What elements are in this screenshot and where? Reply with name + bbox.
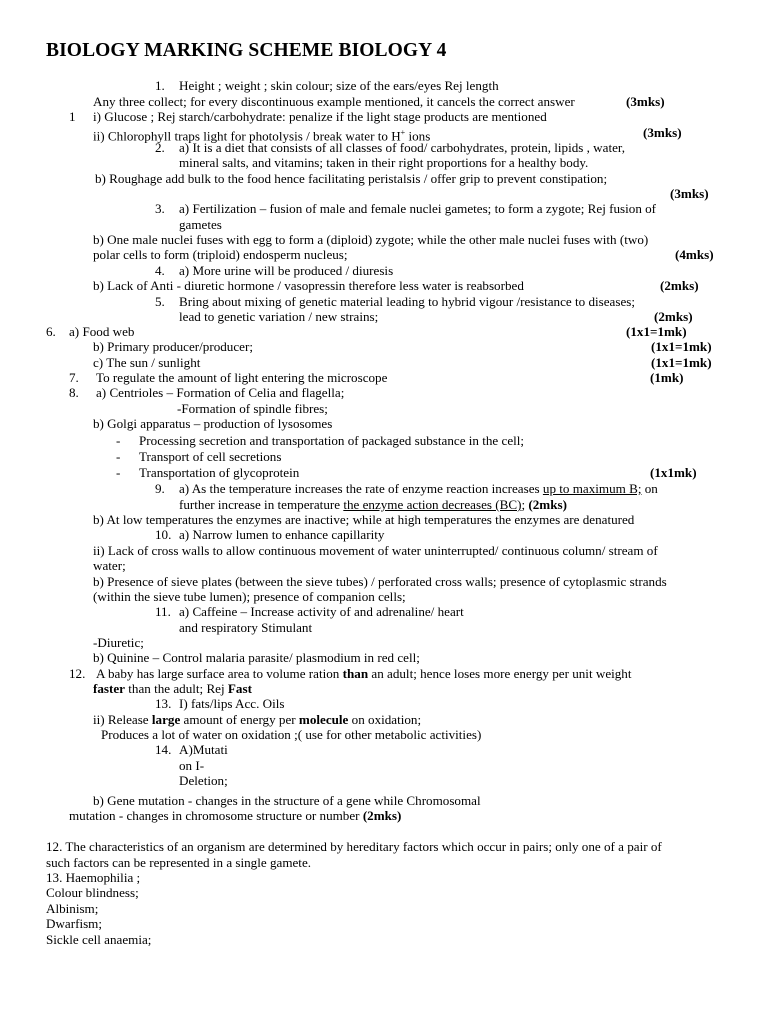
- q6-a-mark: (1x1=1mk): [626, 324, 687, 339]
- q4-number: 4.: [155, 263, 165, 278]
- para-13-item5: Sickle cell anaemia;: [46, 932, 152, 947]
- q1b-part-ii: ii) Chlorophyll traps light for photolysis / break water to H+ ions: [93, 128, 431, 144]
- q13-answer-i: I) fats/lips Acc. Oils: [179, 696, 285, 711]
- q14-answer-a-line2: on I-: [179, 758, 205, 773]
- q11-answer-a-line1: a) Caffeine – Increase activity of and adrenaline/ heart: [179, 604, 464, 619]
- q10-answer-ii-line2: water;: [93, 558, 126, 573]
- q13-answer-ii: ii) Release large amount of energy per molecule on oxidation;: [93, 712, 422, 727]
- para-12-line1: 12. The characteristics of an organism are determined by hereditary factors which occur in pairs; only one of a pair of: [46, 839, 662, 854]
- q14-answer-a-line1: A)Mutati: [179, 742, 228, 757]
- q8-mark: (1x1mk): [650, 465, 697, 480]
- q11-number: 11.: [155, 604, 171, 619]
- q8-answer-b: b) Golgi apparatus – production of lysosomes: [93, 416, 333, 431]
- q12-answer-line2: faster than the adult; Rej Fast: [93, 681, 252, 696]
- q10-answer-b-line1: b) Presence of sieve plates (between the sieve tubes) / perforated cross walls; presence of cytoplasmic strands: [93, 574, 667, 589]
- q3-answer-a-line2: gametes: [179, 217, 222, 232]
- q11-answer-b: b) Quinine – Control malaria parasite/ plasmodium in red cell;: [93, 650, 420, 665]
- q8-answer-a-line2: -Formation of spindle fibres;: [177, 401, 328, 416]
- q10-number: 10.: [155, 527, 172, 542]
- q8-number: 8.: [69, 385, 79, 400]
- q8-answer-b-item1: Processing secretion and transportation of packaged substance in the cell;: [139, 433, 525, 448]
- q3-number: 3.: [155, 201, 165, 216]
- q6-number: 6.: [46, 324, 56, 339]
- q2-number: 2.: [155, 140, 165, 155]
- q10-answer-a: a) Narrow lumen to enhance capillarity: [179, 527, 385, 542]
- bullet-dash: -: [116, 449, 121, 464]
- q1b-number: 1: [69, 109, 76, 124]
- q11-answer-a-line2: and respiratory Stimulant: [179, 620, 313, 635]
- para-13-item1: 13. Haemophilia ;: [46, 870, 141, 885]
- q8-answer-b-item2: Transport of cell secretions: [139, 449, 282, 464]
- q9-answer-a-line1: a) As the temperature increases the rate of enzyme reaction increases up to maximum B; on: [179, 481, 658, 496]
- q1-note: Any three collect; for every discontinuous example mentioned, it cancels the correct answer: [93, 94, 575, 109]
- q1b-part-i: i) Glucose ; Rej starch/carbohydrate: penalize if the light stage products are mentioned: [93, 109, 547, 124]
- q6-answer-a: a) Food web: [69, 324, 135, 339]
- q1-number: 1.: [155, 78, 165, 93]
- q6-answer-b: b) Primary producer/producer;: [93, 339, 253, 354]
- q10-answer-ii-line1: ii) Lack of cross walls to allow continuous movement of water uninterrupted/ continuous column/ stream of: [93, 543, 658, 558]
- q9-answer-a-line2: further increase in temperature the enzyme action decreases (BC); (2mks): [179, 497, 567, 512]
- q3-answer-a-line1: a) Fertilization – fusion of male and female nuclei gametes; to form a zygote; Rej fusion of: [179, 201, 657, 216]
- q13-number: 13.: [155, 696, 172, 711]
- q13-answer-iii: Produces a lot of water on oxidation ;( use for other metabolic activities): [101, 727, 482, 742]
- q11-answer-a-line3: -Diuretic;: [93, 635, 144, 650]
- q7-number: 7.: [69, 370, 79, 385]
- q4-mark: (2mks): [660, 278, 699, 293]
- para-13-item3: Albinism;: [46, 901, 99, 916]
- q1b-mark: (3mks): [643, 125, 682, 140]
- q3-answer-b-line2: polar cells to form (triploid) endosperm nucleus;: [93, 247, 348, 262]
- q4-answer-b: b) Lack of Anti - diuretic hormone / vasopressin therefore less water is reabsorbed: [93, 278, 524, 293]
- q8-answer-b-item3: Transportation of glycoprotein: [139, 465, 300, 480]
- para-12-line2: such factors can be represented in a single gamete.: [46, 855, 312, 870]
- q8-answer-a-line1: a) Centrioles – Formation of Celia and flagella;: [96, 385, 345, 400]
- q3-mark: (4mks): [675, 247, 714, 262]
- bullet-dash: -: [116, 433, 121, 448]
- q6-c-mark: (1x1=1mk): [651, 355, 712, 370]
- bullet-dash: -: [116, 465, 121, 480]
- para-13-item2: Colour blindness;: [46, 885, 139, 900]
- q1-mark: (3mks): [626, 94, 665, 109]
- q12-answer-line1: A baby has large surface area to volume ration than an adult; hence loses more energy per unit weight: [96, 666, 632, 681]
- q10-answer-b-line2: (within the sieve tube lumen); presence of companion cells;: [93, 589, 406, 604]
- q2-answer-a-line2: mineral salts, and vitamins; taken in their right proportions for a healthy body.: [179, 155, 589, 170]
- q2-answer-b: b) Roughage add bulk to the food hence facilitating peristalsis / offer grip to prevent constipation;: [95, 171, 608, 186]
- q9-answer-b: b) At low temperatures the enzymes are inactive; while at high temperatures the enzymes are denatured: [93, 512, 635, 527]
- q9-number: 9.: [155, 481, 165, 496]
- q4-answer-a: a) More urine will be produced / diuresis: [179, 263, 394, 278]
- q14-mark: (2mks): [362, 808, 402, 823]
- q12-number: 12.: [69, 666, 86, 681]
- q7-mark: (1mk): [650, 370, 684, 385]
- page-title: BIOLOGY MARKING SCHEME BIOLOGY 4: [46, 40, 447, 61]
- q9-mark: (2mks): [528, 497, 567, 512]
- q5-answer-line1: Bring about mixing of genetic material leading to hybrid vigour /resistance to diseases;: [179, 294, 635, 309]
- q14-answer-b-line2: mutation - changes in chromosome structure or number (2mks): [69, 808, 402, 823]
- q7-answer: To regulate the amount of light entering the microscope: [96, 370, 388, 385]
- q6-answer-c: c) The sun / sunlight: [93, 355, 201, 370]
- q5-answer-line2: lead to genetic variation / new strains;: [179, 309, 379, 324]
- q14-number: 14.: [155, 742, 172, 757]
- q3-answer-b-line1: b) One male nuclei fuses with egg to form a (diploid) zygote; while the other male nuclei fuses with (two): [93, 232, 649, 247]
- q6-b-mark: (1x1=1mk): [651, 339, 712, 354]
- q5-mark: (2mks): [654, 309, 693, 324]
- q5-number: 5.: [155, 294, 165, 309]
- q2-answer-a-line1: a) It is a diet that consists of all classes of food/ carbohydrates, protein, lipids , water,: [179, 140, 625, 155]
- q14-answer-b-line1: b) Gene mutation - changes in the structure of a gene while Chromosomal: [93, 793, 481, 808]
- q14-answer-a-line3: Deletion;: [179, 773, 228, 788]
- para-13-item4: Dwarfism;: [46, 916, 103, 931]
- q1-answer: Height ; weight ; skin colour; size of the ears/eyes Rej length: [179, 78, 499, 93]
- q2-mark: (3mks): [670, 186, 709, 201]
